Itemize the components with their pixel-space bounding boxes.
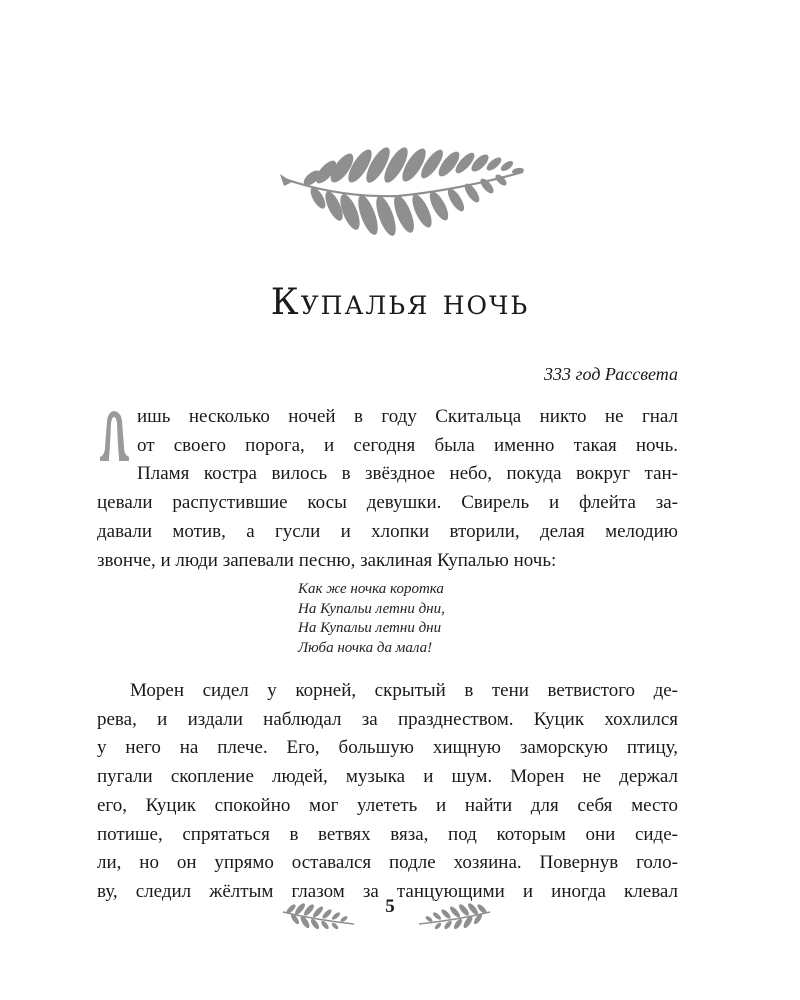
poem-line: Как же ночка коротка xyxy=(298,581,444,597)
fern-sprig-icon xyxy=(281,898,356,930)
paragraph-2-line: ву, следил жёлтым глазом за танцующими и иногда клевал xyxy=(97,880,678,902)
paragraph-1-line: давали мотив, а гусли и хлопки вторили, делая мелодию xyxy=(97,520,678,542)
paragraph-2-line: рева, и издали наблюдал за празднеством. Куцик хохлился xyxy=(97,708,678,730)
fern-leaf-icon xyxy=(278,138,528,248)
paragraph-2-line: Морен сидел у корней, скрытый в тени ветвистого де- xyxy=(130,680,678,701)
poem-line: На Купальи летни дни, xyxy=(298,600,445,617)
paragraph-1-line: звонче, и люди запевали песню, заклиная Купалью ночь: xyxy=(97,549,557,571)
drop-cap-letter-graphic xyxy=(97,409,131,463)
paragraph-2 xyxy=(97,677,678,907)
fern-sprig-right-graphic xyxy=(417,898,492,930)
chapter-year: 333 год Рассвета xyxy=(544,364,678,384)
paragraph-1 xyxy=(97,403,678,575)
fern-ornament-graphic xyxy=(278,138,528,248)
fern-sprig-icon xyxy=(417,898,492,930)
page-footer xyxy=(0,890,800,940)
poem-verse xyxy=(298,580,445,658)
page-number: 5 xyxy=(385,896,395,917)
paragraph-2-line: у него на плече. Его, большую хищную заморскую птицу, xyxy=(97,737,678,759)
paragraph-2-line: его, Куцик спокойно мог улететь и найти для себя место xyxy=(97,794,678,816)
poem-line: Люба ночка да мала! xyxy=(298,639,433,656)
paragraph-1-line: от своего порога, и сегодня была именно такая ночь. xyxy=(137,434,678,456)
poem-line: На Купальи летни дни xyxy=(298,620,442,636)
paragraph-2-line: ли, но он упрямо оставался подле хозяина. Повернув голо- xyxy=(97,852,678,874)
paragraph-2-line: пугали скопление людей, музыка и шум. Морен не держал xyxy=(97,766,678,788)
drop-cap xyxy=(97,409,131,463)
paragraph-2-line: потише, спрятаться в ветвях вяза, под которым они сиде- xyxy=(97,823,678,845)
fern-sprig-left-graphic xyxy=(281,898,356,930)
chapter-title: Купалья ночь xyxy=(270,282,530,323)
paragraph-1-line: Пламя костра вилось в звёздное небо, покуда вокруг тан- xyxy=(137,463,678,485)
paragraph-1-line: цевали распустившие косы девушки. Свирель и флейта за- xyxy=(97,492,678,514)
paragraph-1-line: ишь несколько ночей в году Скитальца никто не гнал xyxy=(137,406,678,427)
